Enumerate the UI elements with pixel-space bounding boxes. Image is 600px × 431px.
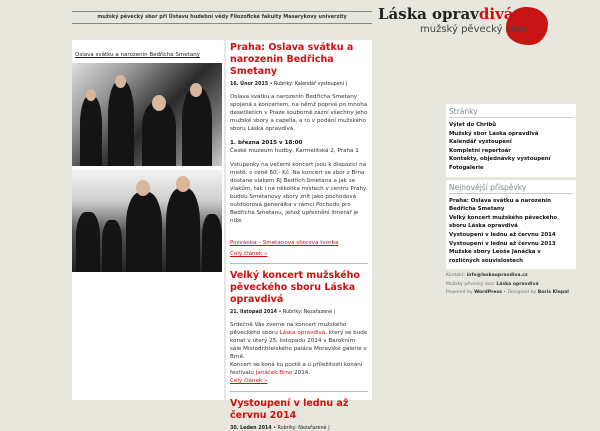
post-title-link[interactable]: Vystoupení v lednu až červnu 2014: [230, 398, 349, 421]
recent-post-link[interactable]: Vystoupení v lednu až červnu 2014: [449, 231, 556, 238]
footer-email-link[interactable]: info@laskaopravdiva.cz: [466, 273, 528, 279]
rubriky-label: • Rubriky:: [269, 82, 294, 87]
sidebar-page-link[interactable]: Fotogalerie: [449, 164, 484, 171]
sidebar: [446, 104, 576, 298]
site-tagline: mužský pěvecký sbor při Ústavu hudební vědy Filozofické fakulty Masarykovy univerzity: [72, 11, 372, 24]
pages-widget: [446, 104, 576, 177]
photo-figure: [102, 220, 122, 272]
post-date: 21. listopad 2014: [230, 310, 278, 315]
festival-link[interactable]: Janáček Brno: [255, 370, 293, 376]
site-logo-subtitle: mužský pěvecký sbor: [420, 24, 528, 35]
photo-face: [152, 95, 166, 111]
photo-figure: [202, 214, 222, 272]
sidebar-page-link[interactable]: Mužský sbor Láska opravdivá: [449, 130, 539, 137]
event-date: 1. března 2015 v 18:00: [230, 140, 303, 146]
post-body-2: Vstupenky na večerní koncert jsou k dispozici na místě, v ceně 60,- Kč. Na koncert se sbor z Brna dostane vlakem RJ Bedřich Smetana a jak se vlakům, tak i na několika místech v centru Prahy budou Smetanovy sbory znít jako pochodová outdoorová generálka v rámci Pochodu pro Bedřicha Smetanu, jehož upřesnění itinerář je níže.: [230, 162, 367, 224]
recent-post-link[interactable]: Mužské sbory Leoše Janáčka v rozličných souvislostech: [449, 249, 541, 264]
post-title-link[interactable]: Praha: Oslava svátku a narozenin Bedřicha Smetany: [230, 42, 354, 77]
posts-column: [226, 40, 372, 431]
photo-face: [190, 83, 202, 97]
post-body: Oslava svátku a narozenin Bedřicha Smetany spojená s koncertem, na němž poprvé po mnoha desetiletích v Praze souborně zazní všechny jeho mužské sbory a capella, a to v podání mužského sboru Láska opravdivá.: [230, 94, 368, 132]
site-logo-title[interactable]: [378, 5, 514, 23]
post-text: , který se bude konat v úterý 25. listopadu 2014 v Barokním sále Místodržitelského paláce Moravské galerie v Brně.: [230, 330, 368, 360]
post-date: 16. Únor 2015: [230, 82, 269, 87]
post-event: [230, 139, 368, 155]
photo-face: [115, 75, 126, 88]
wordpress-link[interactable]: WordPress: [474, 290, 502, 296]
photo-caption-link[interactable]: Oslava svátku a narozenin Bedřicha Smetany: [75, 52, 200, 58]
photo-face: [136, 180, 150, 196]
sidebar-page-link[interactable]: Výlet do Chribů: [449, 122, 497, 128]
post-meta: 16. Únor 2015 • Rubriky: Kalendář vystoupení |: [230, 82, 348, 87]
sidebar-page-link[interactable]: Kalendář vystoupení: [449, 139, 512, 146]
post-1: [226, 40, 372, 264]
photo-figure: [166, 188, 200, 272]
post-category-link[interactable]: Nezařazené: [303, 310, 333, 315]
post-text: Srdečně Vás zveme na koncert mužského pěveckého sboru: [230, 322, 347, 336]
post-divider: [230, 263, 368, 264]
photo-figure: [142, 102, 176, 166]
footer-sbor-label: Mužský pěvecký sbor: [446, 281, 495, 287]
left-image-column: [72, 40, 224, 400]
read-more-link[interactable]: Celý článek »: [230, 251, 268, 257]
photo-figure: [182, 88, 212, 166]
footer-contact-label: Kontakt:: [446, 273, 466, 279]
post-meta: 30. Leden 2014 • Rubriky: Nezařazené |: [230, 426, 330, 431]
post-text: Koncert se koná ku poctě a u příležitosti konání festivalu: [230, 362, 363, 376]
choir-link[interactable]: Láska opravdivá: [279, 330, 326, 336]
post-body: [230, 321, 368, 385]
post-title-link[interactable]: Velký koncert mužského pěveckého sboru Láska opravdivá: [230, 270, 360, 305]
footer-powered-label: Powered by: [446, 290, 473, 296]
post-divider: [230, 391, 368, 392]
recent-post-link[interactable]: Praha: Oslava svátku a narozenin Bedřicha Smetany: [449, 197, 551, 213]
photo-figure: [126, 192, 162, 272]
event-place: České muzeum hudby, Karmelitská 2, Praha 1: [230, 148, 359, 154]
read-more-link[interactable]: Celý článek »: [230, 378, 268, 384]
footer-credits: [446, 289, 576, 297]
sidebar-page-link[interactable]: Kompletní repertoár: [449, 147, 511, 154]
logo-title-part1: Láska oprav: [378, 5, 479, 23]
photo-figure: [76, 212, 100, 272]
invitation-link[interactable]: Pozvánka – Smetanova sborová tvorba: [230, 240, 339, 246]
photo-face: [86, 89, 96, 101]
recent-post-link[interactable]: Vystoupení v lednu až červnu 2013: [449, 240, 556, 247]
choir-photo-2[interactable]: [72, 170, 222, 272]
post-category-link[interactable]: Kalendář vystoupení: [294, 82, 345, 87]
choir-photo-1[interactable]: [72, 63, 222, 166]
post-meta: 21. listopad 2014 • Rubriky: Nezařazené |: [230, 310, 336, 315]
logo-title-part2: divá: [478, 5, 514, 23]
post-3: [226, 398, 372, 431]
post-category-link[interactable]: Nezařazené: [298, 426, 327, 431]
rubriky-label: • Rubriky:: [278, 310, 303, 315]
footer-contact: [446, 272, 576, 280]
sidebar-footer: [446, 272, 576, 297]
footer-designed-label: • Designed by: [503, 290, 537, 296]
photo-face: [176, 176, 190, 192]
pages-heading: Stránky: [449, 107, 573, 118]
designer-link[interactable]: Boris Klepal: [537, 290, 569, 296]
footer-sbor: [446, 281, 576, 289]
recent-post-link[interactable]: Velký koncert mužského pěveckého sboru Láska opravdivá: [449, 214, 558, 230]
recent-posts-widget: [446, 180, 576, 270]
post-date: 30. Leden 2014: [230, 426, 272, 431]
photo-figure: [80, 96, 102, 166]
recent-posts-heading: Nejnovější příspěvky: [449, 183, 573, 194]
post-text: 2014.: [294, 370, 311, 376]
post-2: [226, 270, 372, 392]
rubriky-label: • Rubriky:: [273, 426, 297, 431]
footer-sbor-name: Láska opravdivá: [496, 281, 539, 287]
photo-figure: [108, 81, 134, 166]
sidebar-page-link[interactable]: Kontakty, objednávky vystoupení: [449, 156, 551, 163]
